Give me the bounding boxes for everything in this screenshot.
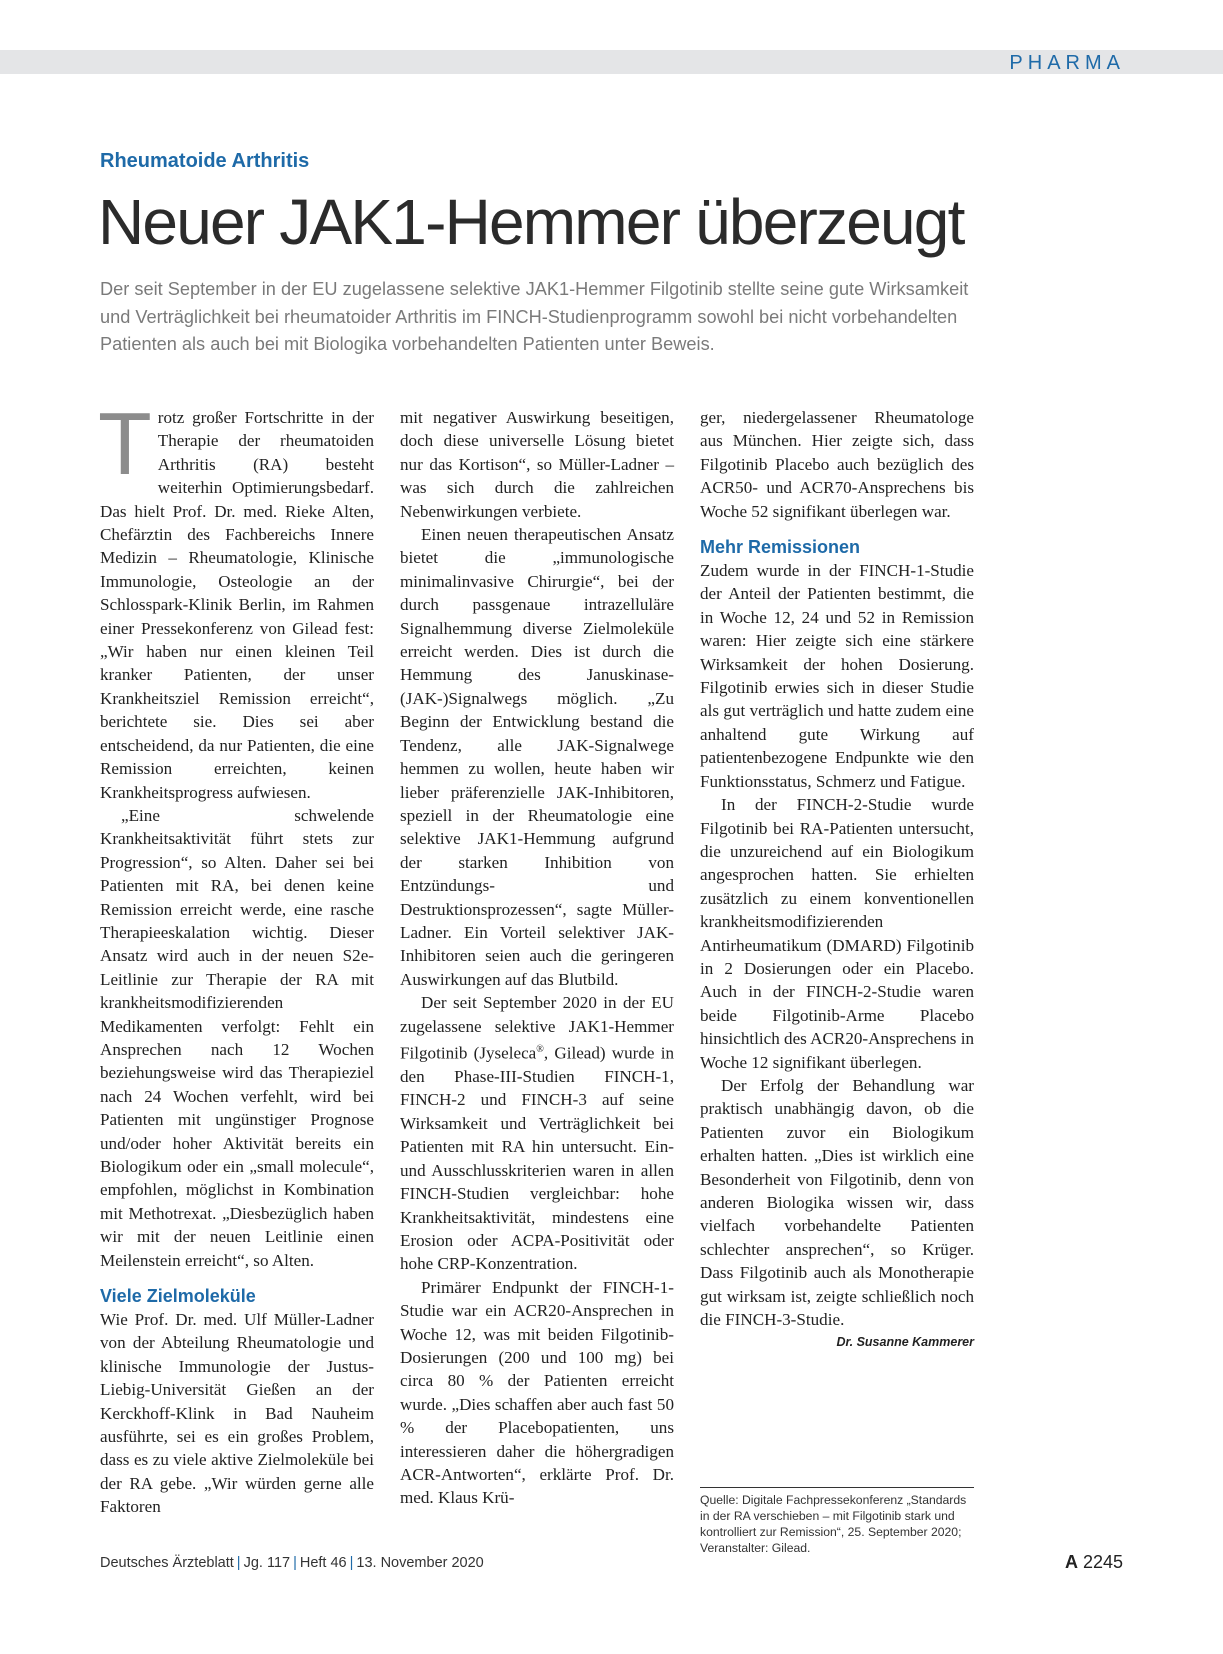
- subheading-viele-zielmolekuele: Viele Zielmoleküle: [100, 1286, 256, 1307]
- volume: Jg. 117: [243, 1555, 291, 1571]
- body-column-2: [400, 406, 674, 1510]
- source-note: Quelle: Digitale Fachpressekonferenz „Standards in der RA verschieben – mit Filgotinib stark und kontrolliert zur Remission“, 25. September 2020; Veranstalter: Gilead.: [700, 1487, 974, 1556]
- subheading-mehr-remissionen: Mehr Remissionen: [700, 537, 861, 558]
- registered-mark: ®: [536, 1043, 544, 1055]
- paragraph: In der FINCH-2-Studie wurde Filgotinib bei RA-Patienten untersucht, die unzureichend auf ein Biologikum angesprochen hatten. Sie erhielten zusätzlich zu einem konventionellen krankheitsmodifizierenden Antirheumatikum (DMARD) Filgotinib in 2 Dosierungen oder ein Placebo. Auch in der FINCH-2-Studie waren beide Filgotinib-Arme Placebo hinsichtlich des ACR20-Ansprechens in Woche 12 signifikant überlegen.: [700, 795, 974, 1072]
- body-column-3: [700, 406, 974, 1355]
- paragraph: Einen neuen therapeutischen Ansatz bietet die „immunologische minimalinvasive Chirurgie“, bei der durch passgenaue intrazelluläre Signalhemmung diverse Zielmoleküle erreicht werden. Dies ist durch die Hemmung des Januskinase-(JAK-)Signalwegs möglich. „Zu Beginn der Entwicklung bestand die Tendenz, alle JAK-Signalwege hemmen zu wollen, heute haben wir lieber präferenzielle JAK-Inhibitoren, speziell in der Rheumatologie eine selektive JAK1-Hemmung aufgrund der starken Inhibition von Entzündungs- und Destruktionsprozessen“, sagte Müller-Ladner. Ein Vorteil selektiver JAK-Inhibitoren seien auch die geringeren Auswirkungen auf das Blutbild.: [400, 525, 674, 989]
- drop-cap: T: [98, 394, 152, 493]
- separator: |: [293, 1555, 297, 1571]
- paragraph: Der Erfolg der Behandlung war praktisch unabhängig davon, ob die Patienten zuvor ein Biologikum erhalten hatten. „Dies ist wirklich eine Besonderheit von Filgotinib, denn von anderen Biologika wissen wir, dass vielfach vorbehandelte Patienten schlechter ansprechen“, so Krüger. Dass Filgotinib auch als Monotherapie gut wirksam ist, zeigte schließlich noch die FINCH-3-Studie. Dr. Susanne Kammerer: [700, 1074, 974, 1331]
- page-prefix: A: [1064, 1552, 1078, 1572]
- page-number: [1065, 1552, 1123, 1573]
- author-byline: Dr. Susanne Kammerer: [836, 1335, 974, 1350]
- paragraph: Primärer Endpunkt der FINCH-1-Studie war ein ACR20-Ansprechen in Woche 12, was mit beiden Filgotinib-Dosierungen (200 und 100 mg) bei circa 80 % der Patienten erreicht wurde. „Dies schaffen aber auch fast 50 % der Placebopatienten, uns interessieren daher die höhergradigen ACR-Antworten“, erklärte Prof. Dr. med. Klaus Krü-: [400, 1277, 674, 1508]
- journal-name: Deutsches Ärzteblatt: [100, 1555, 234, 1571]
- paragraph: Trotz großer Fortschritte in der Therapie der rheumatoiden Arthritis (RA) besteht weiterhin Optimierungsbedarf. Das hielt Prof. Dr. med. Rieke Alten, Chefärztin des Fachbereichs Innere Medizin – Rheumatologie, Klinische Immunologie, Osteologie an der Schlosspark-Klinik Berlin, im Rahmen einer Pressekonferenz von Gilead fest: „Wir haben nur einen kleinen Teil kranker Patienten, der unser Krankheitsziel Remission erreicht“, berichtete sie. Dies sei aber entscheidend, da nur Patienten, die eine Remission erreichten, keinen Krankheitsprogress aufwiesen.: [98, 394, 374, 802]
- section-label: PHARMA: [1009, 52, 1125, 74]
- issue-date: 13. November 2020: [356, 1555, 484, 1571]
- paragraph: Der seit September 2020 in der EU zugelassene selektive JAK1-Hemmer Filgotinib (Jyseleca®, Gilead) wurde in den Phase-III-Studien FINCH-1, FINCH-2 und FINCH-3 auf seine Wirksamkeit und Verträglichkeit bei Patienten mit RA hin untersucht. Ein- und Ausschlusskriterien waren in allen FINCH-Studien vergleichbar: hohe Krankheitsaktivität, mindestens eine Erosion oder ACPA-Positivität oder hohe CRP-Konzentration.: [400, 993, 674, 1274]
- separator: |: [349, 1555, 354, 1571]
- page-number-value: 2245: [1082, 1552, 1123, 1572]
- issue: Heft 46: [299, 1555, 347, 1571]
- footer-citation: [100, 1555, 484, 1571]
- article-lead: Der seit September in der EU zugelassene selektive JAK1-Hemmer Filgotinib stellte seine gute Wirksamkeit und Verträglichkeit bei rheumatoider Arthritis im FINCH-Studienprogramm sowohl bei nicht vorbehandelten Patienten als auch bei mit Biologika vorbehandelten Patienten unter Beweis.: [100, 279, 969, 354]
- paragraph: mit negativer Auswirkung beseitigen, doch diese universelle Lösung bietet nur das Kortison“, so Müller-Ladner – was sich durch die zahlreichen Nebenwirkungen verbiete.: [400, 408, 674, 521]
- paragraph: ger, niedergelassener Rheumatologe aus München. Hier zeigte sich, dass Filgotinib Placebo auch bezüglich des ACR50- und ACR70-Ansprechens bis Woche 52 signifikant überlegen war.: [700, 408, 974, 521]
- article-kicker: Rheumatoide Arthritis: [100, 150, 310, 172]
- separator: |: [236, 1555, 241, 1571]
- body-column-1: [98, 394, 374, 1519]
- paragraph: Zudem wurde in der FINCH-1-Studie der Anteil der Patienten bestimmt, die in Woche 12, 24 und 52 in Remission waren: Hier zeigte sich eine stärkere Wirksamkeit der hohen Dosierung. Filgotinib erwies sich in dieser Studie als gut verträglich und hatte zudem eine anhaltend gute Wirkung auf patientenbezogene Endpunkte wie den Funktionsstatus, Schmerz und Fatigue.: [700, 561, 974, 791]
- article-title: Neuer JAK1-Hemmer überzeugt: [98, 186, 964, 258]
- paragraph: Wie Prof. Dr. med. Ulf Müller-Ladner von der Abteilung Rheumatologie und klinische Immunologie der Justus-Liebig-Universität Gießen an der Kerckhoff-Klink in Bad Nauheim ausführte, sei es ein großes Problem, dass es zu viele aktive Zielmoleküle bei der RA gebe. „Wir würden gerne alle Faktoren: [100, 1310, 374, 1517]
- paragraph: „Eine schwelende Krankheitsaktivität führt stets zur Progression“, so Alten. Daher sei bei Patienten mit RA, bei denen keine Remission erreicht werde, eine rasche Therapieeskalation wichtig. Dieser Ansatz wird auch in der neuen S2e-Leitlinie zur Therapie der RA mit krankheitsmodifizierenden Medikamenten verfolgt: Fehlt ein Ansprechen nach 12 Wochen beziehungsweise wird das Therapieziel nach 24 Wochen verfehlt, wird bei Patienten mit ungünstiger Prognose und/oder hoher Aktivität bereits ein Biologikum oder ein „small molecule“, empfohlen, möglichst in Kombination mit Methotrexat. „Diesbezüglich haben wir mit der neuen Leitlinie einen Meilenstein erreicht“, so Alten.: [100, 805, 374, 1270]
